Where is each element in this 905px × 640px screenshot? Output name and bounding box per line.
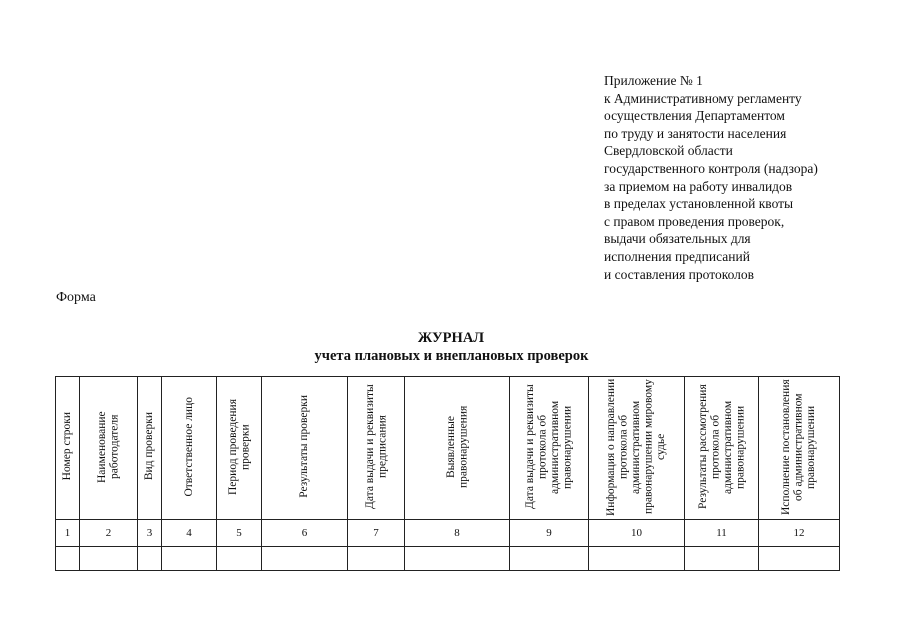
table-cell: [348, 547, 405, 571]
column-header-label: Номер строки: [61, 412, 74, 481]
column-number: 7: [348, 520, 405, 547]
form-label: Форма: [56, 290, 96, 305]
column-header: [405, 377, 510, 520]
appendix-line: Приложение № 1: [604, 73, 703, 88]
appendix-line: к Административному регламенту: [604, 90, 802, 106]
column-header: [80, 377, 138, 520]
column-number: 9: [510, 520, 589, 547]
column-header-label: Наименование работодателя: [96, 410, 121, 483]
column-header: [685, 377, 759, 520]
column-header-label: Ответственное лицо: [182, 396, 195, 497]
appendix-line: осуществления Департаментом: [604, 108, 785, 124]
table-cell: [262, 547, 348, 571]
empty-entry-row: [56, 547, 840, 571]
appendix-line: Свердловской области: [604, 143, 733, 159]
table-cell: [162, 547, 217, 571]
appendix-line: по труду и занятости населения: [604, 125, 787, 141]
table-cell: [510, 547, 589, 571]
column-number: 10: [589, 520, 685, 547]
table-cell: [80, 547, 138, 571]
column-header: [510, 377, 589, 520]
column-number: 4: [162, 520, 217, 547]
column-header: [759, 377, 840, 520]
table-cell: [56, 547, 80, 571]
column-header-label: Период проведения проверки: [226, 398, 251, 495]
table-cell: [589, 547, 685, 571]
column-number: 2: [80, 520, 138, 547]
appendix-line: в пределах установленной квоты: [604, 196, 794, 212]
table-cell: [759, 547, 840, 571]
column-number: 12: [759, 520, 840, 547]
column-header-label: Результаты проверки: [298, 395, 311, 498]
column-header: [138, 377, 162, 520]
column-number-row: [56, 520, 840, 547]
appendix-line: с правом проведения проверок,: [604, 213, 785, 229]
column-header-label: Дата выдачи и реквизиты протокола об административном правонарушении: [524, 384, 574, 509]
appendix-block: [604, 72, 904, 283]
column-header-label: Исполнение постановления об административном правонарушении: [780, 378, 818, 515]
table-cell: [685, 547, 759, 571]
appendix-line: исполнения предписаний: [604, 248, 750, 264]
journal-table: [55, 376, 840, 571]
table-cell: [138, 547, 162, 571]
column-header: [348, 377, 405, 520]
column-number: 11: [685, 520, 759, 547]
column-header: [217, 377, 262, 520]
column-header-label: Результаты рассмотрения протокола об административном правонарушении: [696, 384, 746, 509]
appendix-line: государственного контроля (надзора): [604, 160, 818, 176]
table-cell: [405, 547, 510, 571]
column-number: 3: [138, 520, 162, 547]
column-header: [262, 377, 348, 520]
appendix-line: за приемом на работу инвалидов: [604, 178, 793, 194]
document-title: [0, 329, 905, 365]
appendix-line: выдачи обязательных для: [604, 231, 751, 247]
appendix-line: и составления протоколов: [604, 266, 755, 282]
table-cell: [217, 547, 262, 571]
column-header-label: Вид проверки: [143, 412, 156, 481]
column-header-label: Выявленные правонарушения: [444, 405, 469, 488]
column-header-label: Дата выдачи и реквизиты предписания: [363, 384, 388, 509]
title-sub: учета плановых и внеплановых проверок: [314, 348, 589, 364]
column-number: 8: [405, 520, 510, 547]
column-header: [589, 377, 685, 520]
table-header-row: [56, 377, 840, 520]
column-number: 5: [217, 520, 262, 547]
column-header-label: Информация о направлении протокола об административном правонарушении мировому судье: [605, 377, 668, 516]
column-number: 6: [262, 520, 348, 547]
column-number: 1: [56, 520, 80, 547]
column-header: [162, 377, 217, 520]
column-header: [56, 377, 80, 520]
title-main: ЖУРНАЛ: [417, 330, 485, 346]
